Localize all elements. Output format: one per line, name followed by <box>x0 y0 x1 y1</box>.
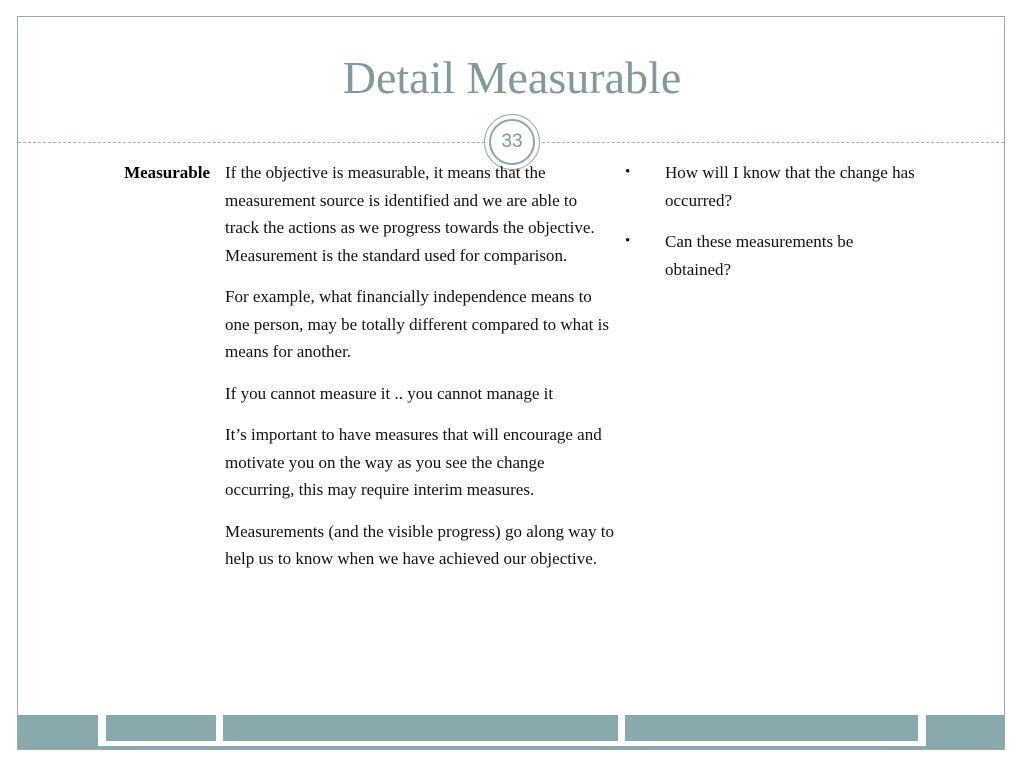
question-item <box>625 228 915 283</box>
question-text: Can these measurements be obtained? <box>665 232 854 279</box>
description-column <box>225 159 615 587</box>
question-text: How will I know that the change has occurred? <box>665 163 915 210</box>
page-number-badge: 33 <box>489 119 535 165</box>
footer-separator <box>216 713 223 746</box>
bullet-icon: • <box>625 164 631 180</box>
footer-separator <box>618 713 625 746</box>
description-paragraph: If the objective is measurable, it means that the measurement source is identified and we are able to track the actions as we progress towards the objective. Measurement is the standard used for comparison. <box>225 163 595 265</box>
slide-title: Detail Measurable <box>342 52 682 103</box>
questions-column <box>625 159 915 297</box>
bullet-icon: • <box>625 233 631 249</box>
description-paragraph: For example, what financially independence means to one person, may be totally different compared to what is means for another. <box>225 287 609 361</box>
question-item <box>625 159 915 214</box>
description-paragraph: Measurements (and the visible progress) go along way to help us to know when we have achieved our objective. <box>225 521 615 568</box>
description-paragraph: If you cannot measure it .. you cannot manage it <box>225 383 554 403</box>
row-label: Measurable <box>124 163 210 182</box>
description-paragraph: It’s important to have measures that will encourage and motivate you on the way as you see the change occurring, this may require interim measures. <box>225 425 602 499</box>
footer-separator <box>918 713 926 746</box>
